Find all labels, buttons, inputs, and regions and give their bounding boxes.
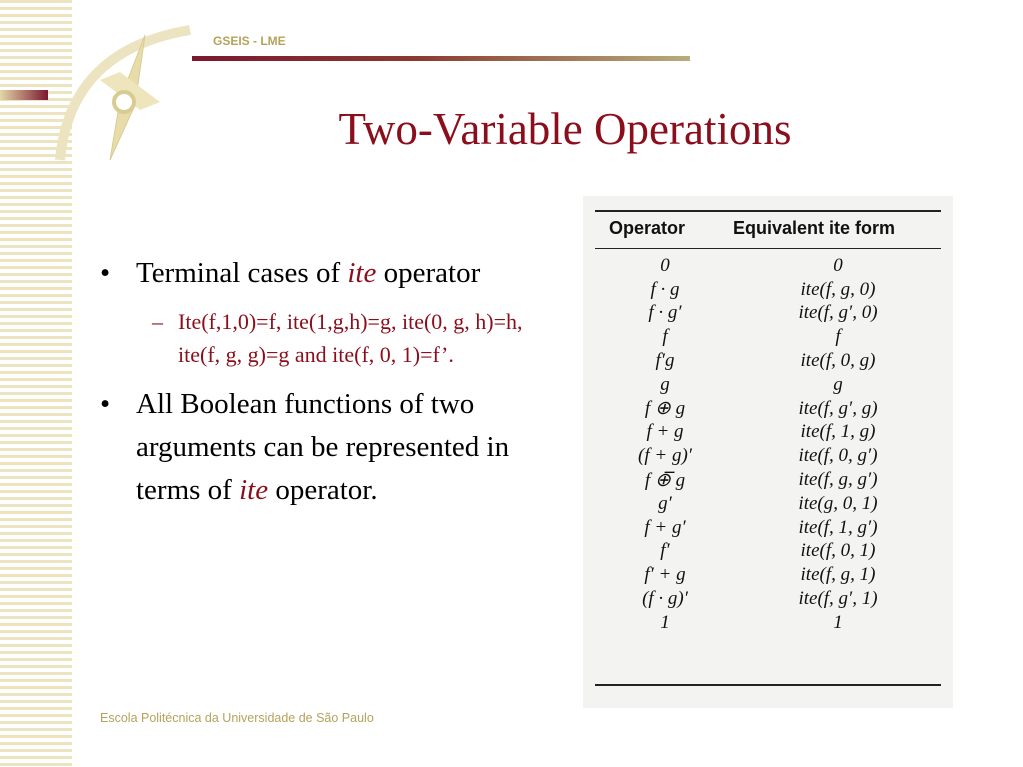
ite-form-cell: ite(f, g′, 1) (798, 588, 878, 610)
bullet-item (100, 383, 540, 512)
ite-form-cell: ite(f, g, g′) (798, 469, 878, 491)
ite-form-cell: ite(f, 1, g) (800, 421, 876, 443)
operator-cell: f′ + g (644, 564, 686, 586)
table-top-rule (595, 210, 941, 212)
table-row (595, 540, 941, 564)
table-row (595, 397, 941, 421)
bullet-text: Terminal cases of (136, 257, 348, 289)
operator-cell: g′ (658, 492, 672, 514)
operator-cell: f · g (650, 278, 680, 300)
table-row (595, 492, 941, 516)
sub-bullet-item (100, 305, 540, 371)
operator-cell: (f + g)′ (638, 445, 692, 467)
operator-cell: f (662, 326, 668, 348)
operator-cell: f′ (660, 540, 670, 562)
table-row (595, 373, 941, 397)
operator-cell: f + g′ (644, 516, 686, 538)
operator-cell: f + g (646, 421, 684, 443)
ite-form-cell: f (835, 326, 841, 348)
ite-form-cell: ite(f, g′, g) (798, 397, 878, 419)
bullet-item (100, 252, 540, 295)
footer-institution: Escola Politécnica da Universidade de São Paulo (100, 711, 374, 725)
bullet-list (100, 252, 540, 522)
header-org-label: GSEIS - LME (213, 34, 286, 48)
table-row (595, 421, 941, 445)
table-row (595, 516, 941, 540)
bullet-text: operator (376, 257, 481, 289)
sub-bullet-dash: – (152, 309, 163, 334)
table-row (595, 302, 941, 326)
sub-bullet-text: Ite(f,1,0)=f, ite(1,g,h)=g, ite(0, g, h)=h, ite(f, g, g)=g and ite(f, 0, 1)=f’. (178, 309, 523, 367)
ite-form-cell: g (833, 373, 843, 395)
ite-table-image (583, 196, 953, 708)
header-divider (192, 56, 690, 61)
bullet-dot: • (100, 257, 111, 289)
operator-cell: f ⊕ g (644, 398, 686, 420)
table-header-rule (595, 248, 941, 249)
table-bottom-rule (595, 684, 941, 686)
table-row (595, 587, 941, 611)
bullet-italic-term: ite (239, 474, 269, 506)
ite-form-cell: ite(f, 1, g′) (798, 516, 878, 538)
ite-form-cell: ite(f, 0, g) (800, 350, 876, 372)
ite-form-cell: ite(f, g, 0) (800, 278, 876, 300)
ite-form-cell: ite(f, g′, 0) (798, 302, 878, 324)
table-header-equivalent: Equivalent ite form (733, 218, 896, 238)
table-row (595, 349, 941, 373)
ite-form-cell: ite(g, 0, 1) (798, 492, 878, 514)
operator-cell: f′g (655, 350, 675, 372)
table-row (595, 254, 941, 278)
table-row (595, 325, 941, 349)
bullet-text: All Boolean functions of two arguments can be represented in terms of (136, 388, 510, 506)
ite-form-cell: ite(f, 0, 1) (800, 540, 876, 562)
operator-cell: (f · g)′ (642, 588, 688, 610)
bullet-dot: • (100, 388, 111, 420)
slide-title: Two-Variable Operations (338, 104, 792, 154)
ite-form-cell: ite(f, 0, g′) (798, 445, 878, 467)
table-row (595, 278, 941, 302)
operator-cell: g (660, 373, 670, 395)
operator-cell: f ⊕̅ g (644, 469, 686, 491)
bullet-text: operator. (268, 474, 378, 506)
table-row (595, 468, 941, 492)
bullet-italic-term: ite (347, 257, 377, 289)
table-row (595, 444, 941, 468)
ite-form-cell: 1 (833, 611, 843, 633)
table-body (595, 254, 941, 635)
operator-cell: 1 (660, 611, 670, 633)
table-row (595, 611, 941, 635)
operator-cell: f · g′ (648, 302, 682, 324)
table-header-operator: Operator (609, 218, 686, 238)
operator-cell: 0 (660, 254, 670, 276)
ite-form-cell: ite(f, g, 1) (800, 564, 876, 586)
table-row (595, 563, 941, 587)
ite-form-cell: 0 (833, 254, 843, 276)
compass-rose-icon (40, 10, 200, 180)
